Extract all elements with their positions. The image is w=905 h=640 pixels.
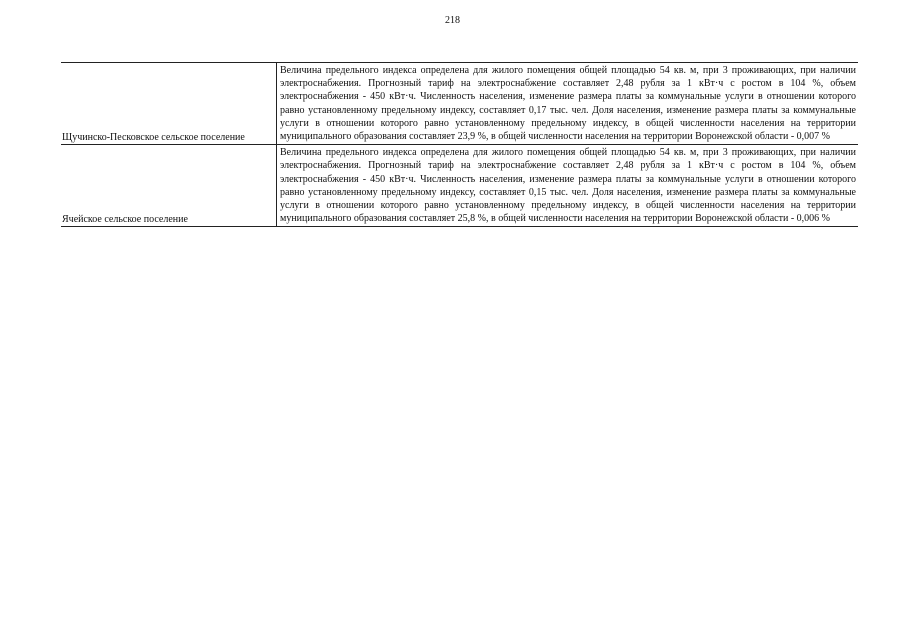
table-row	[61, 145, 858, 227]
settlement-name: Ячейское сельское поселение	[62, 214, 188, 226]
settlement-description: Величина предельного индекса определена для жилого помещения общей площадью 54 кв. м, при 3 проживающих, при наличии электроснабжения. Прогнозный тариф на электроснабжение составляет 2,48 рубля за 1 кВт·ч с ростом в 104 %, объем электроснабжения - 450 кВт·ч. Численность населения, изменение размера платы за коммунальные услуги в отношении которого равно установленному предельному индексу, составляет 0,17 тыс. чел. Доля населения, изменение размера платы за коммунальные услуги в отношении которого равно установленному предельному индексу, в общей численности населения на территории муниципального образования составляет 23,9 %, в общей численности населения на территории Воронежской области - 0,007 %	[277, 63, 859, 145]
settlements-table	[61, 62, 858, 227]
settlement-name: Щучинско-Песковское сельское поселение	[62, 132, 245, 144]
settlement-description: Величина предельного индекса определена для жилого помещения общей площадью 54 кв. м, при 3 проживающих, при наличии электроснабжения. Прогнозный тариф на электроснабжение составляет 2,48 рубля за 1 кВт·ч с ростом в 104 %, объем электроснабжения - 450 кВт·ч. Численность населения, изменение размера платы за коммунальные услуги в отношении которого равно установленному предельному индексу, составляет 0,15 тыс. чел. Доля населения, изменение размера платы за коммунальные услуги в отношении которого равно установленному предельному индексу, в общей численности населения на территории муниципального образования составляет 25,8 %, в общей численности населения на территории Воронежской области - 0,006 %	[277, 145, 859, 227]
table-row	[61, 63, 858, 145]
page-number: 218	[445, 15, 460, 26]
